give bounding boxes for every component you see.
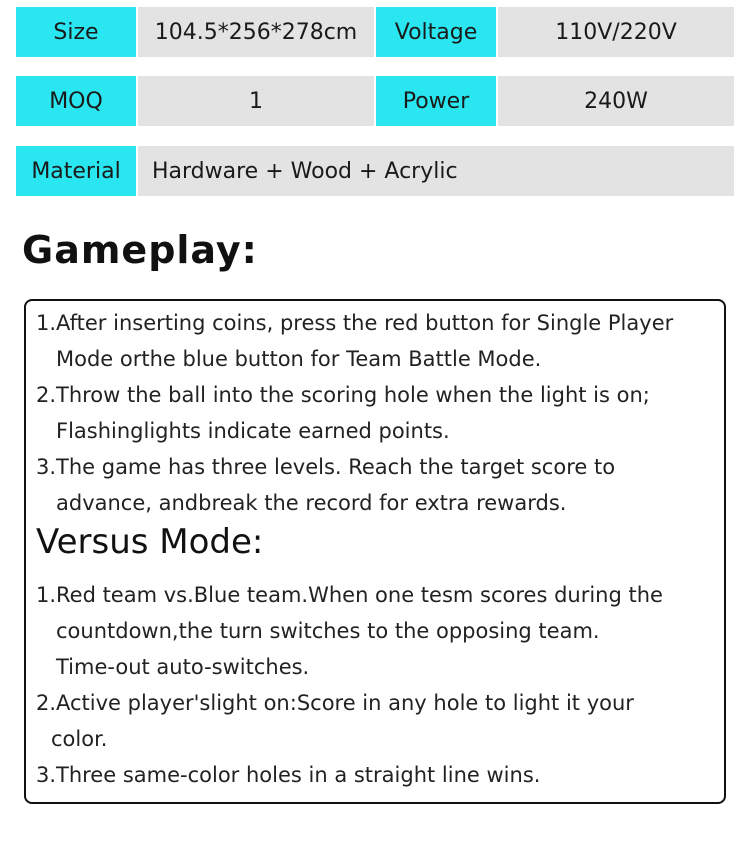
gameplay-heading: Gameplay: [22,228,258,272]
spec-label-power: Power [376,76,496,126]
spec-label-moq: MOQ [16,76,136,126]
spec-label-material: Material [16,146,136,196]
gameplay-item-1: 1. After inserting coins, press the red button for Single Player Mode orthe blue button for Team Battle Mode. [36,311,674,371]
spec-row-moq-power [16,76,734,126]
versus-mode-heading: Versus Mode: [36,522,264,562]
spec-value-material: Hardware + Wood + Acrylic [138,146,734,196]
gameplay-item-2: 2. Throw the ball into the scoring hole when the light is on; Flashinglights indicate earned points. [36,383,650,443]
spec-row-material [16,146,734,196]
spec-value-power: 240W [498,76,734,126]
spec-value-size: 104.5*256*278cm [138,7,374,57]
gameplay-item-3: 3. The game has three levels. Reach the target score to advance, andbreak the record for extra rewards. [36,455,616,515]
versus-item-2: 2. Active player'slight on:Score in any hole to light it your color. [36,691,634,751]
versus-item-3: 3. Three same-color holes in a straight line wins. [36,763,541,787]
spec-row-size-voltage [16,7,734,57]
spec-label-size: Size [16,7,136,57]
spec-value-moq: 1 [138,76,374,126]
spec-value-voltage: 110V/220V [498,7,734,57]
spec-label-voltage: Voltage [376,7,496,57]
versus-item-1: 1. Red team vs.Blue team.When one tesm scores during the countdown,the turn switches to the opposing team. Time-out auto-switches. [36,583,663,679]
